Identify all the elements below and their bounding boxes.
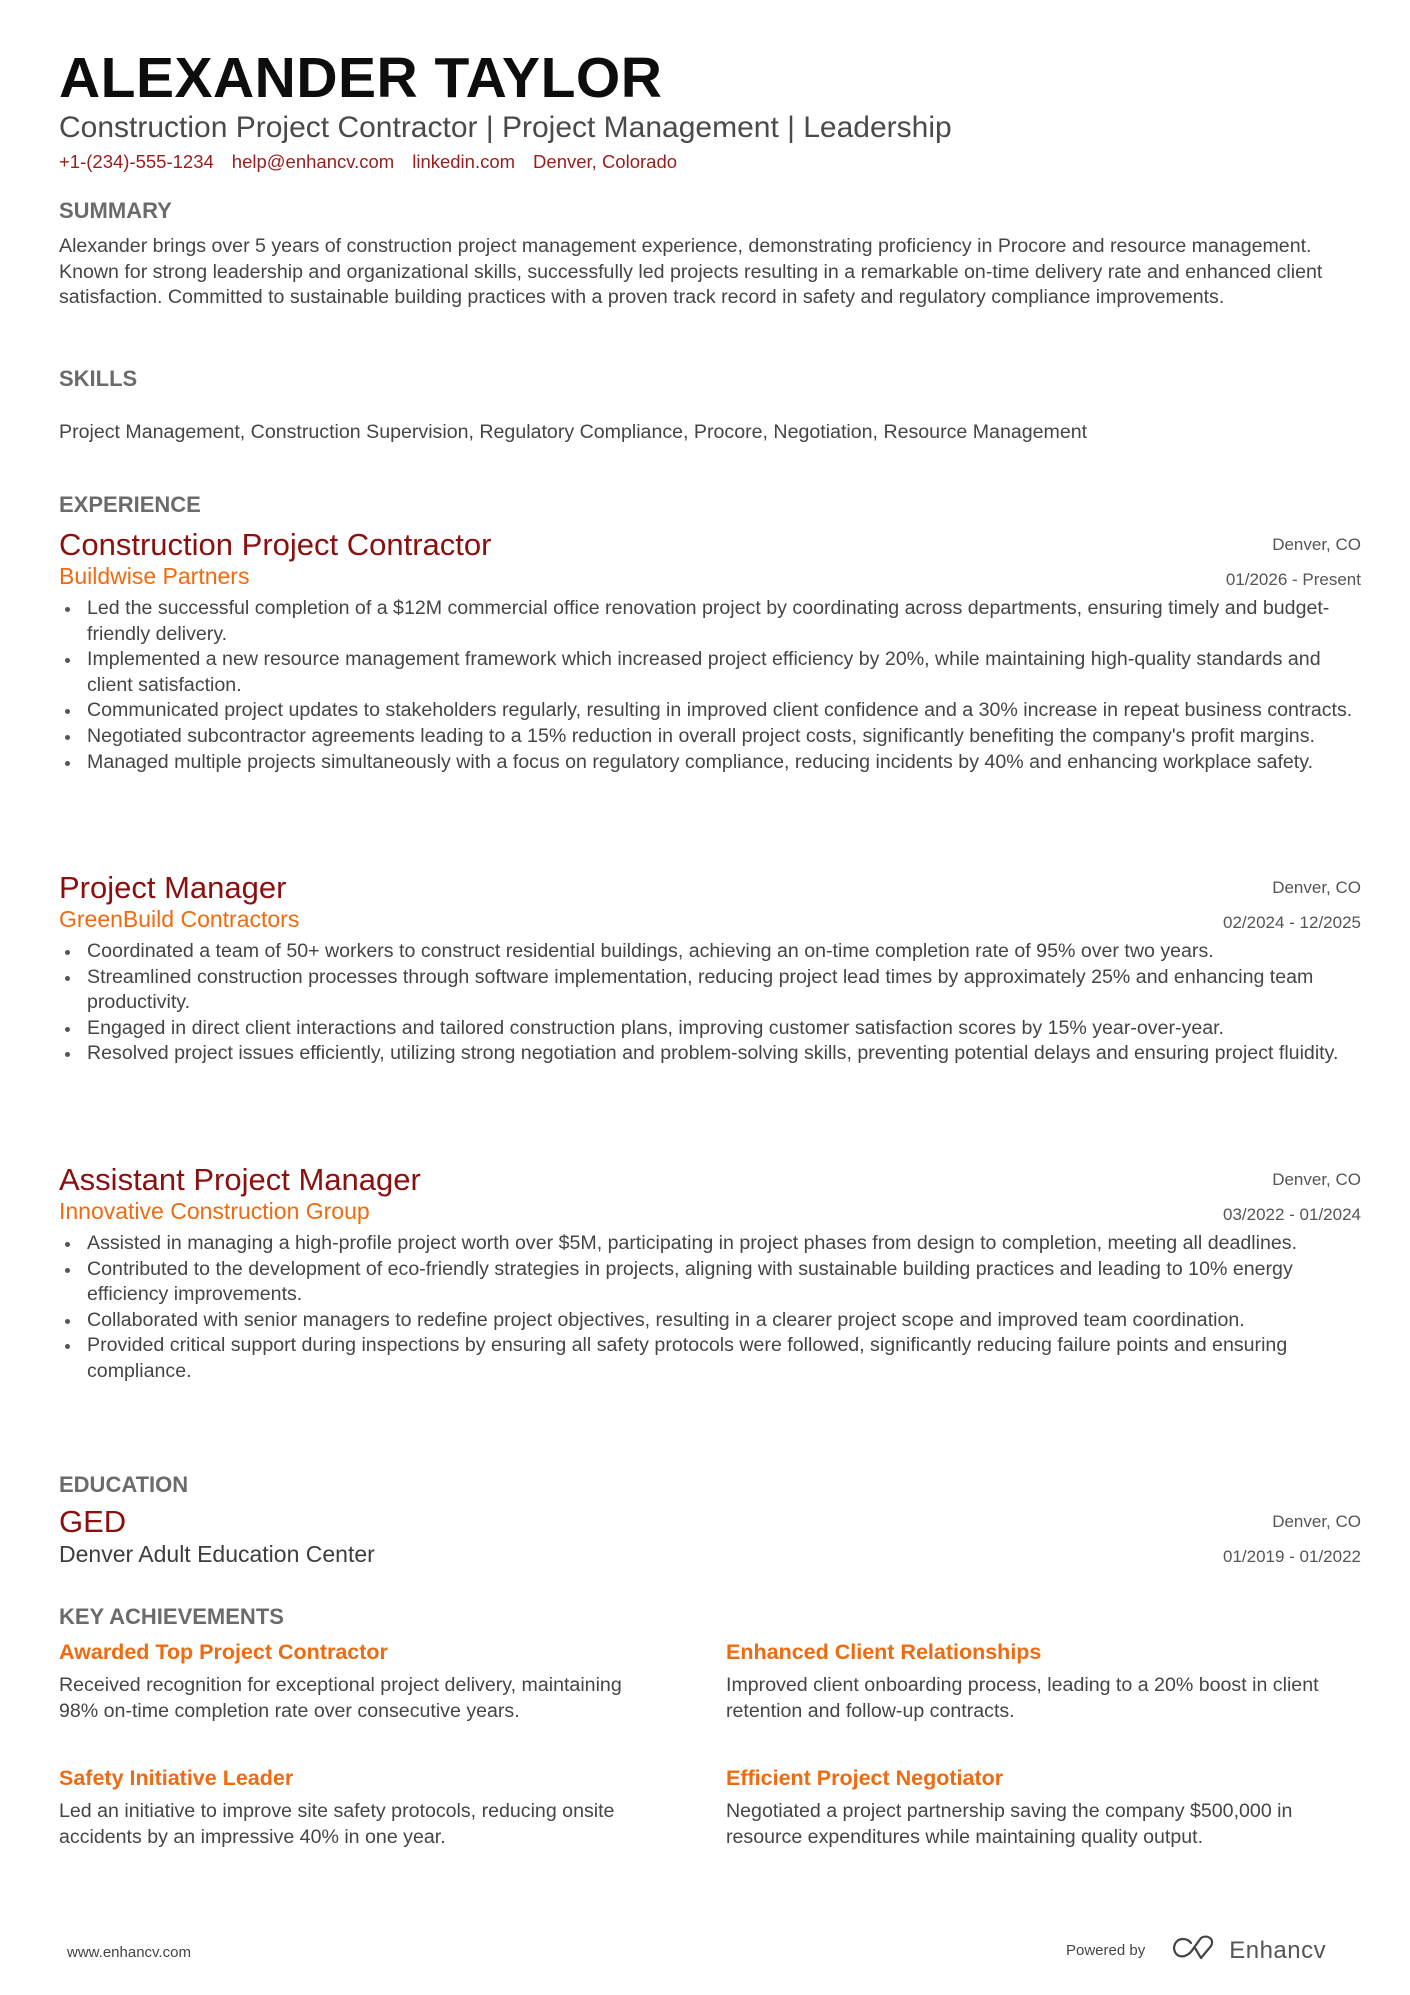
job-title: Assistant Project Manager: [59, 1162, 421, 1197]
achievement-desc: Received recognition for exceptional project delivery, maintaining 98% on-time completion rate over consecutive years.: [59, 1674, 622, 1722]
job-bullet: Communicated project updates to stakeholders regularly, resulting in improved client confidence and a 30% increase in repeat business contracts.: [59, 698, 1361, 724]
achievement-title: Enhanced Client Relationships: [726, 1640, 1042, 1664]
job-company: Buildwise Partners: [59, 563, 250, 589]
contact-phone[interactable]: +1-(234)-555-1234: [59, 151, 214, 172]
summary-text: Alexander brings over 5 years of construction project management experience, demonstrating proficiency in Procore and resource management. Known for strong leadership and organizational skills, successfully led projects resulting in a remarkable on-time delivery rate and enhanced client satisfaction. Committed to sustainable building practices with a proven track record in safety and regulatory compliance improvements.: [59, 235, 1323, 309]
job-bullet: Coordinated a team of 50+ workers to construct residential buildings, achieving an on-time completion rate of 95% over two years.: [59, 939, 1361, 965]
enhancv-brand-name: Enhancv: [1229, 1936, 1327, 1964]
job-bullet: Led the successful completion of a $12M commercial office renovation project by coordinating across departments, ensuring timely and budget-friendly delivery.: [59, 596, 1361, 647]
section-title-education: EDUCATION: [59, 1472, 189, 1497]
job-bullet: Provided critical support during inspections by ensuring all safety protocols were followed, significantly reducing failure points and ensuring compliance.: [59, 1333, 1361, 1384]
job-bullet: Implemented a new resource management framework which increased project efficiency by 20%, while maintaining high-quality standards and client satisfaction.: [59, 647, 1361, 698]
contact-email[interactable]: help@enhancv.com: [231, 151, 395, 172]
job-bullets: [59, 939, 1361, 1067]
job-location: Denver, CO: [1272, 535, 1361, 554]
enhancv-brand[interactable]: [1171, 1935, 1326, 1966]
job-bullet: Collaborated with senior managers to redefine project objectives, resulting in a clearer project scope and improved team coordination.: [59, 1308, 1361, 1334]
achievement-item: [59, 1765, 659, 1850]
education-degree: GED: [59, 1504, 127, 1539]
skills-text: Project Management, Construction Supervision, Regulatory Compliance, Procore, Negotiation, Resource Management: [59, 421, 1088, 443]
job-bullet: Streamlined construction processes through software implementation, reducing project lead times by approximately 25% and enhancing team productivity.: [59, 965, 1361, 1016]
achievement-item: [59, 1639, 659, 1724]
education-location: Denver, CO: [1272, 1512, 1361, 1531]
candidate-name: ALEXANDER TAYLOR: [59, 46, 663, 110]
candidate-headline: Construction Project Contractor | Project Management | Leadership: [59, 111, 952, 144]
job-dates: 01/2026 - Present: [1225, 570, 1361, 589]
job-entry: [59, 527, 1361, 775]
job-bullet: Resolved project issues efficiently, utilizing strong negotiation and problem-solving skills, preventing potential delays and ensuring project fluidity.: [59, 1041, 1361, 1067]
footer-branding: [1066, 1935, 1326, 1966]
job-entry: [59, 1162, 1361, 1385]
contact-location: Denver, Colorado: [533, 151, 678, 172]
job-location: Denver, CO: [1272, 878, 1361, 897]
job-bullet: Managed multiple projects simultaneously with a focus on regulatory compliance, reducing incidents by 40% and enhancing workplace safety.: [59, 750, 1361, 776]
contact-linkedin[interactable]: linkedin.com: [412, 151, 516, 172]
section-title-summary: SUMMARY: [59, 198, 172, 223]
job-title: Project Manager: [59, 870, 287, 905]
footer-website[interactable]: www.enhancv.com: [67, 1944, 191, 1961]
job-dates: 03/2022 - 01/2024: [1222, 1205, 1361, 1224]
job-company: Innovative Construction Group: [59, 1198, 370, 1224]
section-title-experience: EXPERIENCE: [59, 492, 201, 517]
achievement-desc: Negotiated a project partnership saving the company $500,000 in resource expenditures while maintaining quality output.: [726, 1800, 1293, 1848]
achievement-desc: Improved client onboarding process, leading to a 20% boost in client retention and follow-up contracts.: [726, 1674, 1319, 1722]
achievement-title: Efficient Project Negotiator: [726, 1766, 1004, 1790]
job-dates: 02/2024 - 12/2025: [1222, 913, 1361, 932]
education-entry: [59, 1504, 1361, 1568]
job-company: GreenBuild Contractors: [59, 906, 300, 932]
powered-by-label: Powered by: [1066, 1942, 1146, 1959]
education-dates: 01/2019 - 01/2022: [1222, 1547, 1361, 1566]
section-title-achievements: KEY ACHIEVEMENTS: [59, 1604, 284, 1629]
section-title-skills: SKILLS: [59, 366, 138, 391]
contact-line: [59, 151, 677, 173]
job-title: Construction Project Contractor: [59, 527, 492, 562]
job-bullet: Contributed to the development of eco-friendly strategies in projects, aligning with sustainable building practices and leading to 10% energy efficiency improvements.: [59, 1257, 1361, 1308]
achievement-title: Safety Initiative Leader: [59, 1766, 294, 1790]
achievement-desc: Led an initiative to improve site safety protocols, reducing onsite accidents by an impressive 40% in one year.: [59, 1800, 615, 1848]
job-entry: [59, 870, 1361, 1067]
education-school: Denver Adult Education Center: [59, 1541, 375, 1567]
achievement-item: [726, 1765, 1326, 1850]
job-bullet: Negotiated subcontractor agreements leading to a 15% reduction in overall project costs, significantly benefiting the company's profit margins.: [59, 724, 1361, 750]
job-bullet: Engaged in direct client interactions and tailored construction plans, improving customer satisfaction scores by 15% year-over-year.: [59, 1016, 1361, 1042]
job-location: Denver, CO: [1272, 1170, 1361, 1189]
achievement-title: Awarded Top Project Contractor: [59, 1640, 388, 1664]
achievement-item: [726, 1639, 1326, 1724]
job-bullets: [59, 596, 1361, 775]
job-bullet: Assisted in managing a high-profile project worth over $5M, participating in project phases from design to completion, meeting all deadlines.: [59, 1231, 1361, 1257]
enhancv-logo-icon: [1171, 1935, 1219, 1966]
job-bullets: [59, 1231, 1361, 1385]
